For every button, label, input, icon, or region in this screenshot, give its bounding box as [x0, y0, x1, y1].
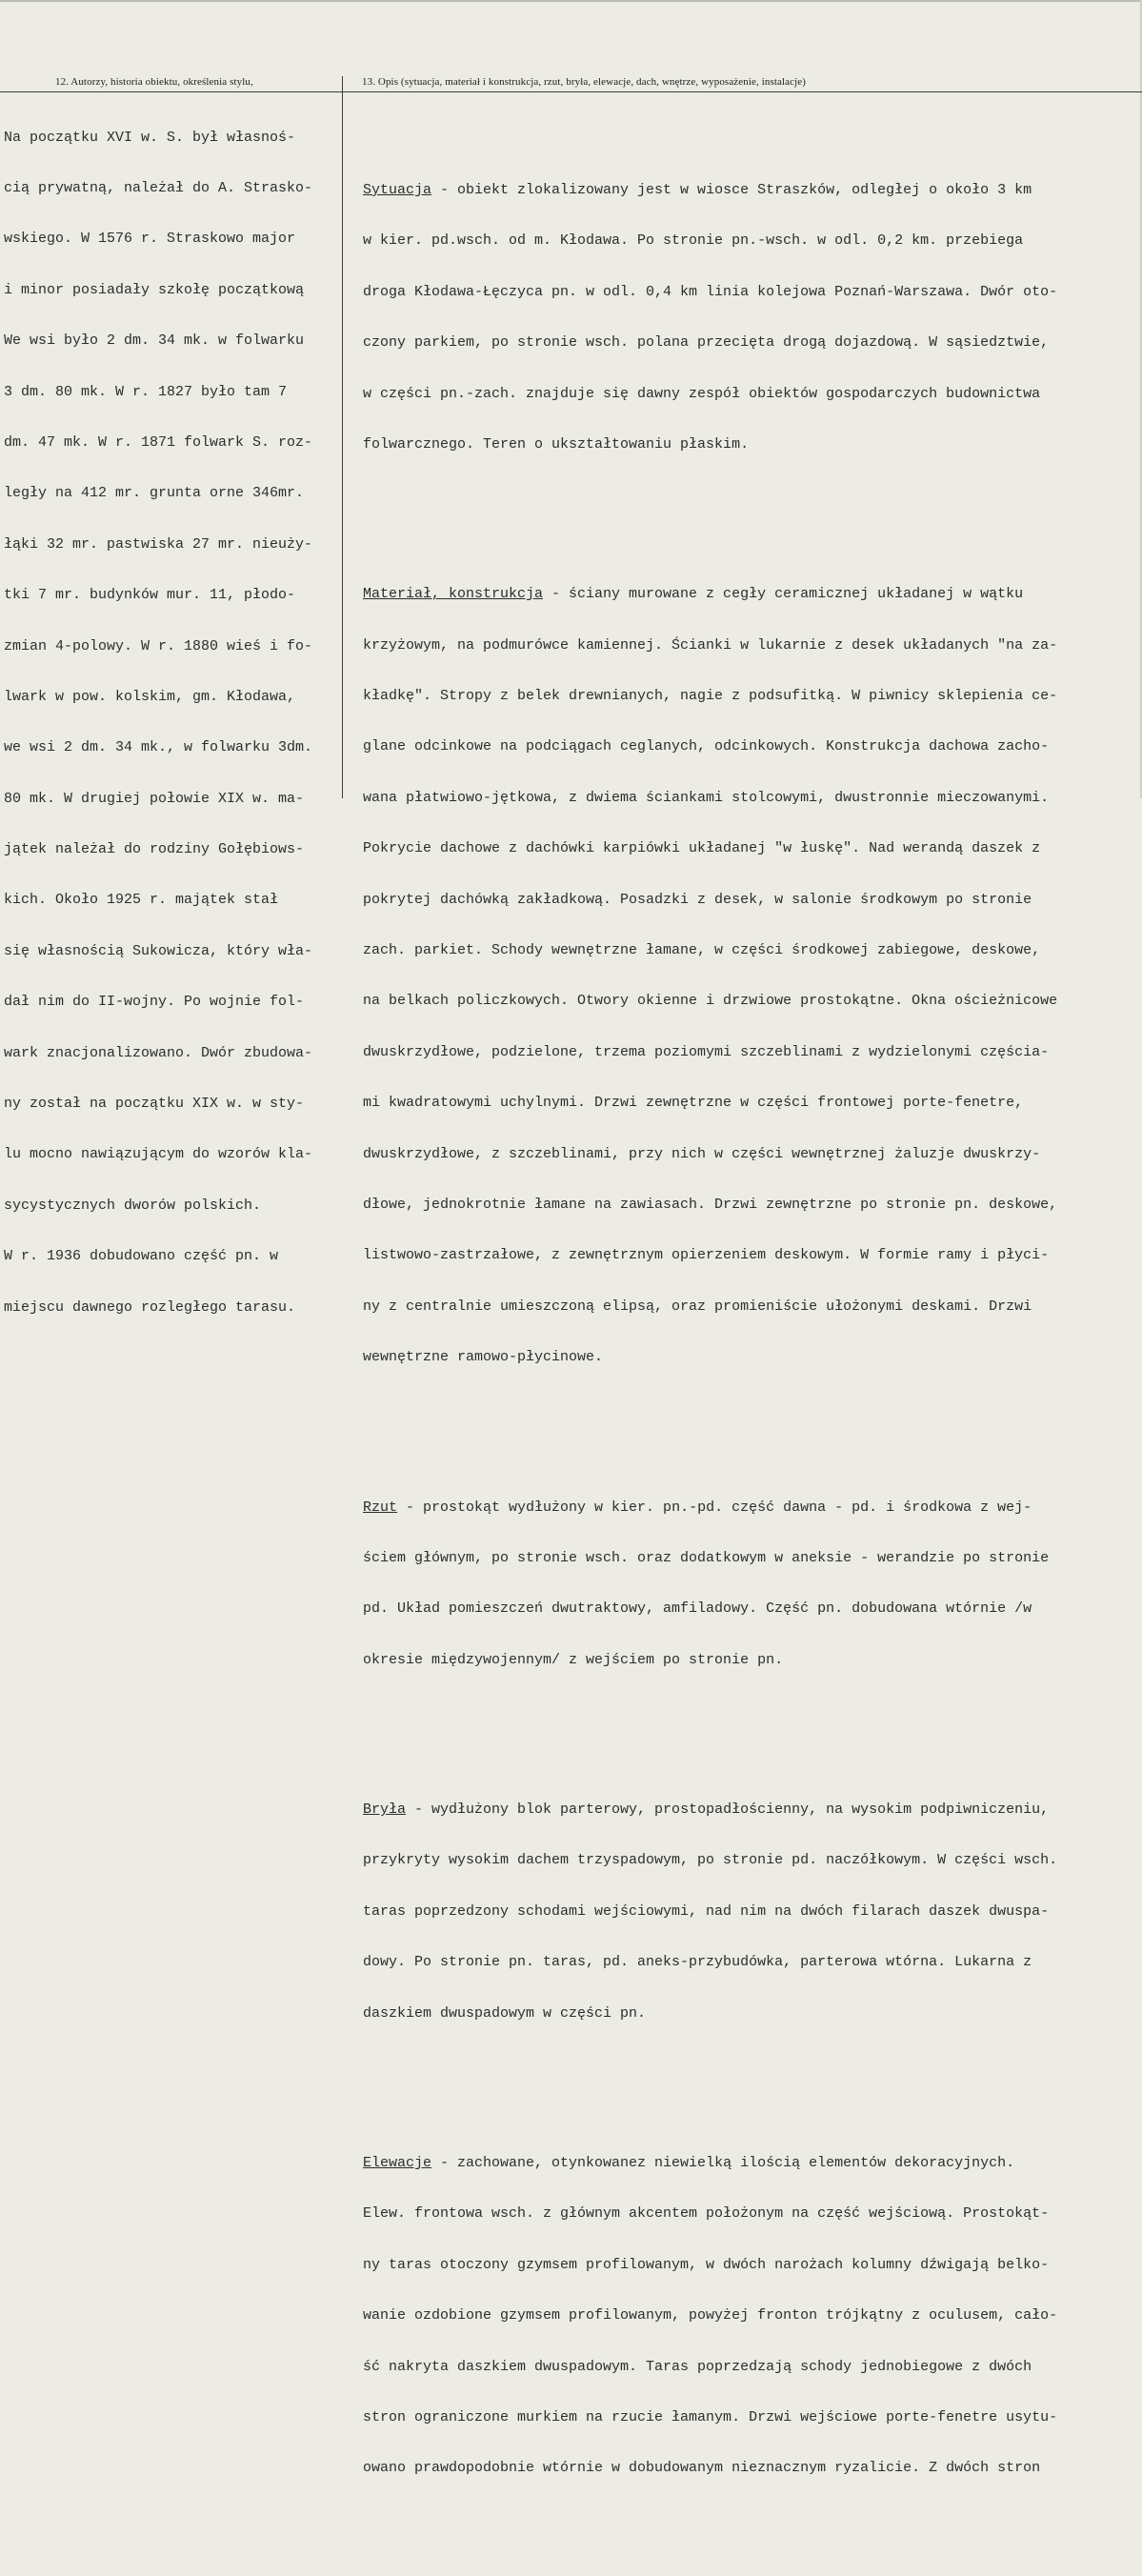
text-line: dm. 47 mk. W r. 1871 folwark S. roz-	[4, 433, 313, 451]
text-line: Pokrycie dachowe z dachówki karpiówki układanej "w łuskę". Nad werandą daszek z	[363, 840, 1041, 857]
text-line: lwark w pow. kolskim, gm. Kłodawa,	[4, 688, 296, 705]
text-run: - obiekt zlokalizowany jest w wiosce Straszków, odległej o około 3 km	[431, 181, 1032, 198]
text-line: 3 dm. 80 mk. W r. 1827 było tam 7	[4, 383, 288, 400]
top-edge	[0, 0, 1142, 2]
heading-bryla: Bryła	[363, 1801, 407, 1819]
text-line: czony parkiem, po stronie wsch. polana przecięta drogą dojazdową. W sąsiedztwie,	[363, 334, 1050, 352]
text-line: dowy. Po stronie pn. taras, pd. aneks-przybudówka, parterowa wtórna. Lukarna z	[363, 1954, 1032, 1971]
text-line: łąki 32 mr. pastwiska 27 mr. nieuży-	[4, 535, 313, 553]
text-line: Na początku XVI w. S. był własnoś-	[4, 129, 296, 146]
text-line: i minor posiadały szkołę początkową	[4, 281, 305, 298]
text-line: zach. parkiet. Schody wewnętrzne łamane, w części środkowej zabiegowe, deskowe,	[363, 942, 1041, 959]
text-line: wana płatwiowo-jętkowa, z dwiema ściankami stolcowymi, dwustronnie mieczowanymi.	[363, 789, 1050, 806]
paragraph-sytuacja	[363, 148, 1057, 487]
text-line: ściem głównym, po stronie wsch. oraz dodatkowym w aneksie - werandzie po stronie	[363, 1549, 1050, 1566]
text-line: sycystycznych dworów polskich.	[4, 1197, 262, 1214]
paragraph-first-line	[363, 1499, 1057, 1517]
text-line: dłowe, jednokrotnie łamane na zawiasach. Drzwi zewnętrzne po stronie pn. deskowe,	[363, 1197, 1058, 1213]
text-line: droga Kłodawa-Łęczyca pn. w odl. 0,4 km linia kolejowa Poznań-Warszawa. Dwór oto-	[363, 283, 1058, 300]
description-column	[363, 97, 1057, 2576]
text-line: ny został na początku XIX w. w sty-	[4, 1096, 305, 1113]
text-line: stron ograniczone murkiem na rzucie łamanym. Drzwi wejściowe porte-fenetre usytu-	[363, 2408, 1058, 2425]
text-line: wanie ozdobione gzymsem profilowanym, powyżej fronton trójkątny z oculusem, cało-	[363, 2307, 1058, 2324]
text-line: Elew. frontowa wsch. z głównym akcentem położonym na część wejściową. Prostokąt-	[363, 2205, 1050, 2223]
text-line: kładkę". Stropy z belek drewnianych, nagie z podsufitką. W piwnicy sklepienia ce-	[363, 688, 1058, 705]
paragraph-material-konstrukcja	[363, 553, 1057, 1400]
paragraph-first-line	[363, 586, 1057, 603]
heading-material-konstrukcja: Materiał, konstrukcja	[363, 586, 544, 603]
text-line: W r. 1936 dobudowano część pn. w	[4, 1248, 279, 1265]
paragraph-first-line	[363, 1801, 1057, 1819]
text-line: ny taras otoczony gzymsem profilowanym, w dwóch narożach kolumny dźwigają belko-	[363, 2256, 1050, 2273]
text-line: legły na 412 mr. grunta orne 346mr.	[4, 485, 305, 502]
text-line: okresie międzywojennym/ z wejściem po stronie pn.	[363, 1651, 784, 1668]
text-line: wark znacjonalizowano. Dwór zbudowa-	[4, 1044, 313, 1061]
paragraph-first-line	[363, 2155, 1057, 2172]
text-line: daszkiem dwuspadowym w części pn.	[363, 2004, 647, 2022]
text-run: - ściany murowane z cegły ceramicznej układanej w wątku	[543, 586, 1024, 603]
text-run: - prostokąt wydłużony w kier. pn.-pd. część dawna - pd. i środkowa z wej-	[397, 1499, 1032, 1516]
text-line: zmian 4-polowy. W r. 1880 wieś i fo-	[4, 637, 313, 654]
right-column-header: 13. Opis (sytuacja, materiał i konstrukcja, rzut, bryła, elewacje, dach, wnętrze, wyposażenie, instalacje)	[362, 76, 806, 88]
text-line: wskiego. W 1576 r. Straskowo major	[4, 231, 296, 248]
text-line: pokrytej dachówką zakładkową. Posadzki z desek, w salonie środkowym po stronie	[363, 891, 1032, 908]
text-line: w kier. pd.wsch. od m. Kłodawa. Po stronie pn.-wsch. w odl. 0,2 km. przebiega	[363, 232, 1024, 250]
text-line: mi kwadratowymi uchylnymi. Drzwi zewnętrzne w części frontowej porte-fenetre,	[363, 1095, 1024, 1112]
text-line: listwowo-zastrzałowe, z zewnętrznym opierzeniem deskowym. W formie ramy i płyci-	[363, 1247, 1050, 1264]
text-line: jątek należał do rodziny Gołębiows-	[4, 841, 305, 858]
text-run: - wydłużony blok parterowy, prostopadłościenny, na wysokim podpiwniczeniu,	[406, 1801, 1050, 1819]
text-line: 80 mk. W drugiej połowie XIX w. ma-	[4, 790, 305, 807]
text-line: folwarcznego. Teren o ukształtowaniu płaskim.	[363, 435, 750, 453]
text-line: ny z centralnie umieszczoną elipsą, oraz promieniście ułożonymi deskami. Drzwi	[363, 1298, 1032, 1315]
text-line: We wsi było 2 dm. 34 mk. w folwarku	[4, 332, 305, 350]
text-line: krzyżowym, na podmurówce kamiennej. Ścianki w lukarnie z desek układanych "na za-	[363, 636, 1058, 654]
text-line: dwuskrzydłowe, z szczeblinami, przy nich w części wewnętrznej żaluzje dwuskrzy-	[363, 1145, 1041, 1162]
header-divider	[0, 91, 1142, 92]
paragraph-bryla	[363, 1768, 1057, 2057]
text-line: miejscu dawnego rozległego tarasu.	[4, 1298, 296, 1316]
text-line: ść nakryta daszkiem dwuspadowym. Taras poprzedzają schody jednobiegowe z dwóch	[363, 2358, 1032, 2375]
heading-elewacje: Elewacje	[363, 2155, 432, 2172]
history-column	[4, 95, 312, 1350]
text-line: glane odcinkowe na podciągach ceglanych, odcinkowych. Konstrukcja dachowa zacho-	[363, 738, 1050, 755]
text-line: wewnętrzne ramowo-płycinowe.	[363, 1349, 604, 1366]
text-line: w części pn.-zach. znajduje się dawny zespół obiektów gospodarczych budownictwa	[363, 385, 1041, 402]
text-line: lu mocno nawiązującym do wzorów kla-	[4, 1146, 313, 1163]
heading-rzut: Rzut	[363, 1499, 398, 1516]
column-divider	[342, 76, 343, 798]
text-line: pd. Układ pomieszczeń dwutraktowy, amfiladowy. Część pn. dobudowana wtórnie /w	[363, 1600, 1032, 1618]
text-line: przykryty wysokim dachem trzyspadowym, po stronie pd. naczółkowym. W części wsch.	[363, 1852, 1058, 1869]
text-line: kich. Około 1925 r. majątek stał	[4, 892, 279, 909]
text-line: dwuskrzydłowe, podzielone, trzema poziomymi szczeblinami z wydzielonymi częścia-	[363, 1043, 1050, 1060]
text-line: dał nim do II-wojny. Po wojnie fol-	[4, 994, 305, 1011]
paragraph-rzut	[363, 1465, 1057, 1702]
heading-sytuacja: Sytuacja	[363, 181, 432, 198]
text-run: - zachowane, otynkowanez niewielką ilością elementów dekoracyjnych.	[431, 2155, 1015, 2172]
text-line: na belkach policzkowych. Otwory okienne i drzwiowe prostokątne. Okna ościeżnicowe	[363, 993, 1058, 1010]
text-line: się własnością Sukowicza, który wła-	[4, 942, 313, 959]
text-line: tki 7 mr. budynków mur. 11, płodo-	[4, 587, 296, 604]
left-column-header: 12. Autorzy, historia obiektu, określenia stylu,	[55, 76, 253, 88]
text-line: cią prywatną, należał do A. Strasko-	[4, 179, 313, 196]
text-line: we wsi 2 dm. 34 mk., w folwarku 3dm.	[4, 739, 313, 756]
text-line: taras poprzedzony schodami wejściowymi, nad nim na dwóch filarach daszek dwuspa-	[363, 1902, 1050, 1920]
paragraph-first-line	[363, 182, 1057, 199]
text-line: owano prawdopodobnie wtórnie w dobudowanym nieznacznym ryzalicie. Z dwóch stron	[363, 2460, 1041, 2477]
paragraph-elewacje	[363, 2121, 1057, 2510]
